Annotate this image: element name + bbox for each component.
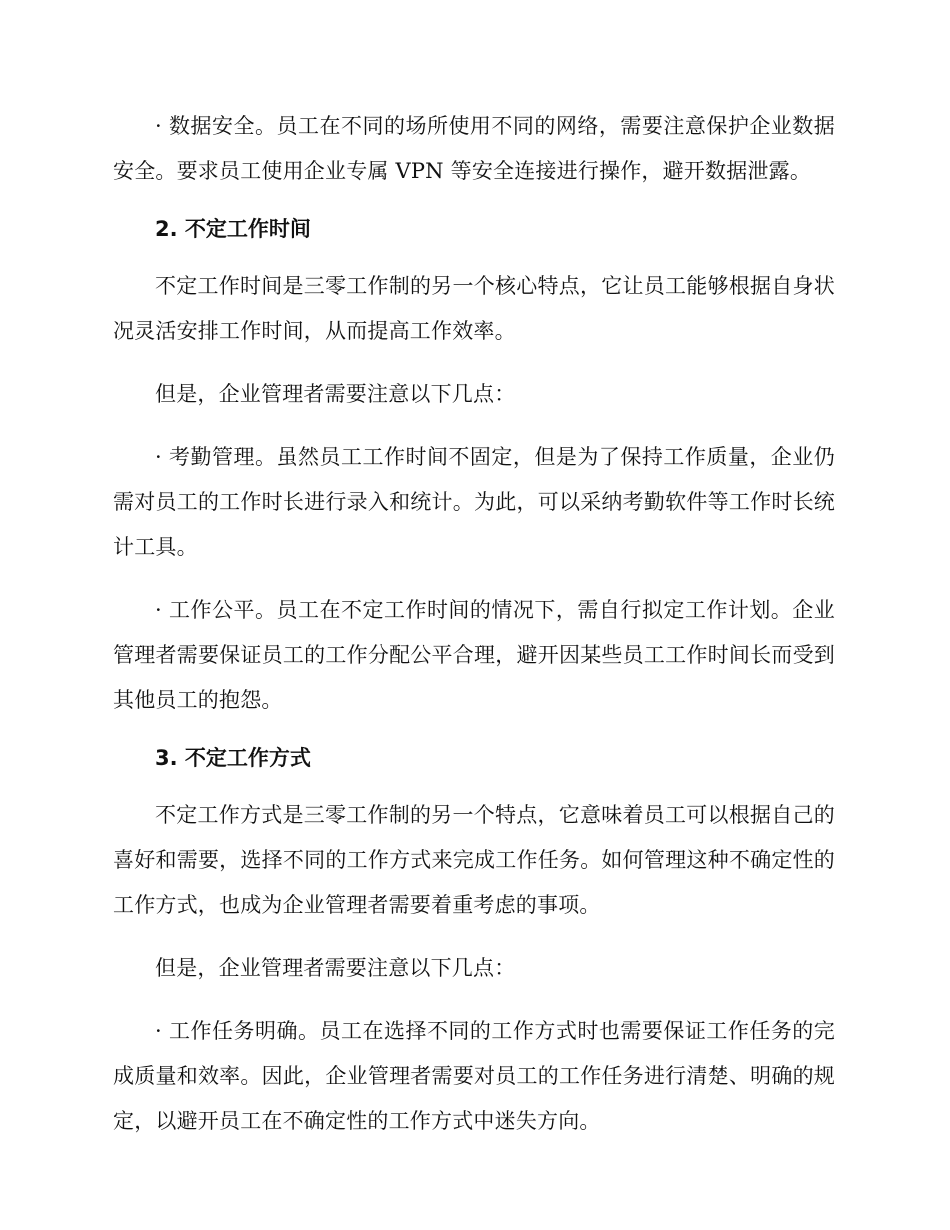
paragraph-notes-lead-2: 但是，企业管理者需要注意以下几点： xyxy=(155,956,516,980)
bullet-work-fairness: · 工作公平。员工在不定工作时间的情况下，需自行拟定工作计划。企业管理者需要保证员工的工作分配公平合理，避开因某些员工工作时间长而受到其他员工的抱怨。 xyxy=(113,598,835,712)
paragraph-flexible-method-intro: 不定工作方式是三零工作制的另一个特点，它意味着员工可以根据自己的喜好和需要，选择不同的工作方式来完成工作任务。如何管理这种不确定性的工作方式，也成为企业管理者需要着重考虑的事项。 xyxy=(113,803,835,917)
bullet-data-security: · 数据安全。员工在不同的场所使用不同的网络，需要注意保护企业数据安全。要求员工使用企业专属 VPN 等安全连接进行操作，避开数据泄露。 xyxy=(113,114,835,183)
section-heading-flexible-method: 3. 不定工作方式 xyxy=(155,746,311,770)
bullet-clear-tasks: · 工作任务明确。员工在选择不同的工作方式时也需要保证工作任务的完成质量和效率。因此，企业管理者需要对员工的工作任务进行清楚、明确的规定，以避开员工在不确定性的工作方式中迷失方向。 xyxy=(113,1019,835,1133)
paragraph-notes-lead-1: 但是，企业管理者需要注意以下几点： xyxy=(155,382,516,406)
bullet-attendance-management: · 考勤管理。虽然员工工作时间不固定，但是为了保持工作质量，企业仍需对员工的工作时长进行录入和统计。为此，可以采纳考勤软件等工作时长统计工具。 xyxy=(113,445,835,559)
paragraph-flexible-time-intro: 不定工作时间是三零工作制的另一个核心特点，它让员工能够根据自身状况灵活安排工作时间，从而提高工作效率。 xyxy=(113,274,835,343)
document-page xyxy=(113,104,835,1162)
section-heading-flexible-time: 2. 不定工作时间 xyxy=(155,217,311,241)
